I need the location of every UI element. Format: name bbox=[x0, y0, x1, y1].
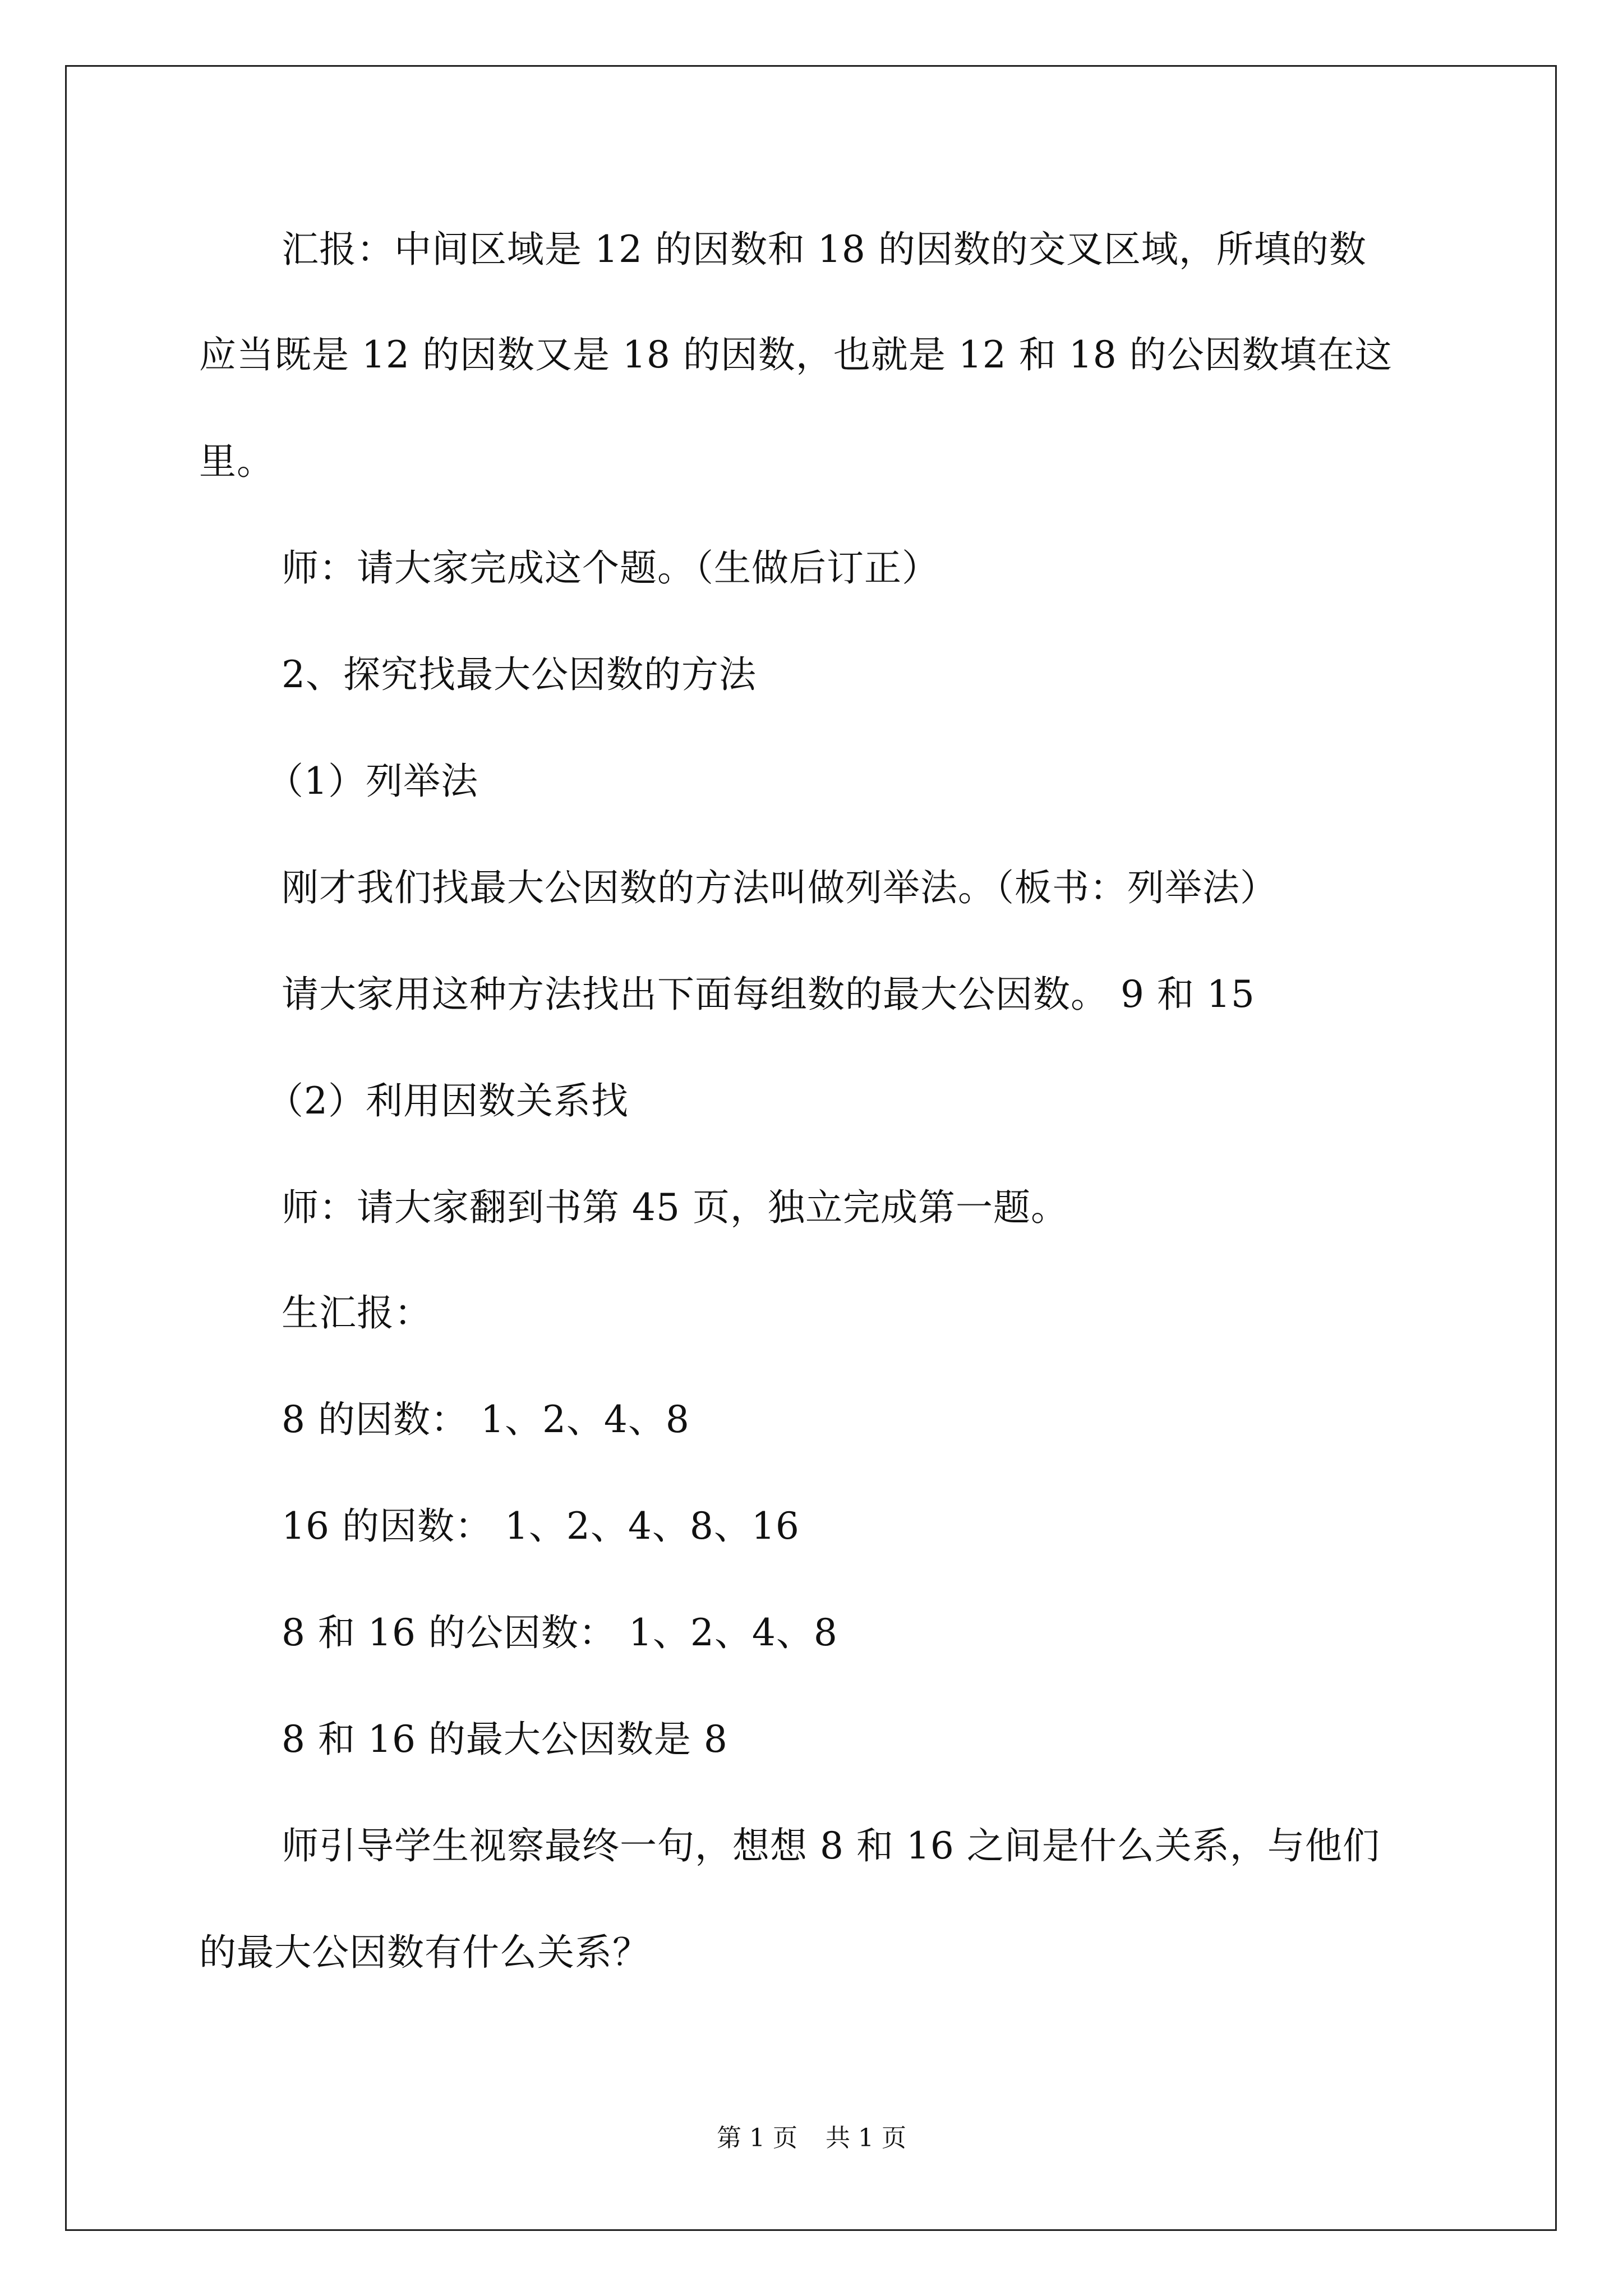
subheading-enumeration: （1）列举法 bbox=[266, 760, 478, 803]
paragraph-guidance-line-2: 的最大公因数有什么关系？ bbox=[199, 1931, 650, 1974]
page-number: 第 1 页 bbox=[717, 2124, 797, 2152]
paragraph-student-report: 生汇报： bbox=[282, 1291, 432, 1335]
page-footer bbox=[0, 2126, 1623, 2151]
paragraph-guidance-line-1: 师引导学生视察最终一句，想想 8 和 16 之间是什么关系，与他们 bbox=[282, 1824, 1380, 1867]
line-factors-of-8: 8 的因数： 1、2、4、8 bbox=[282, 1398, 690, 1441]
section-heading-methods: 2、探究找最大公因数的方法 bbox=[282, 653, 757, 696]
paragraph-report-line-2: 应当既是 12 的因数又是 18 的因数，也就是 12 和 18 的公因数填在这 bbox=[199, 333, 1393, 376]
paragraph-textbook: 师：请大家翻到书第 45 页，独立完成第一题。 bbox=[282, 1186, 1068, 1229]
paragraph-report-line-1: 汇报：中间区域是 12 的因数和 18 的因数的交叉区域，所填的数 bbox=[282, 228, 1367, 271]
page-border bbox=[65, 65, 1557, 2231]
line-factors-of-16: 16 的因数： 1、2、4、8、16 bbox=[282, 1504, 800, 1548]
paragraph-enumeration-intro: 刚才我们找最大公因数的方法叫做列举法。（板书：列举法） bbox=[282, 866, 1278, 909]
line-common-factors: 8 和 16 的公因数： 1、2、4、8 bbox=[282, 1611, 838, 1654]
paragraph-report-line-3: 里。 bbox=[199, 440, 274, 483]
paragraph-teacher-task: 师：请大家完成这个题。（生做后订正） bbox=[282, 546, 939, 590]
subheading-factor-relation: （2）利用因数关系找 bbox=[266, 1079, 629, 1122]
line-greatest-common-factor: 8 和 16 的最大公因数是 8 bbox=[282, 1718, 728, 1761]
paragraph-exercise: 请大家用这种方法找出下面每组数的最大公因数。 9 和 15 bbox=[282, 973, 1255, 1016]
page-total: 共 1 页 bbox=[826, 2124, 906, 2152]
